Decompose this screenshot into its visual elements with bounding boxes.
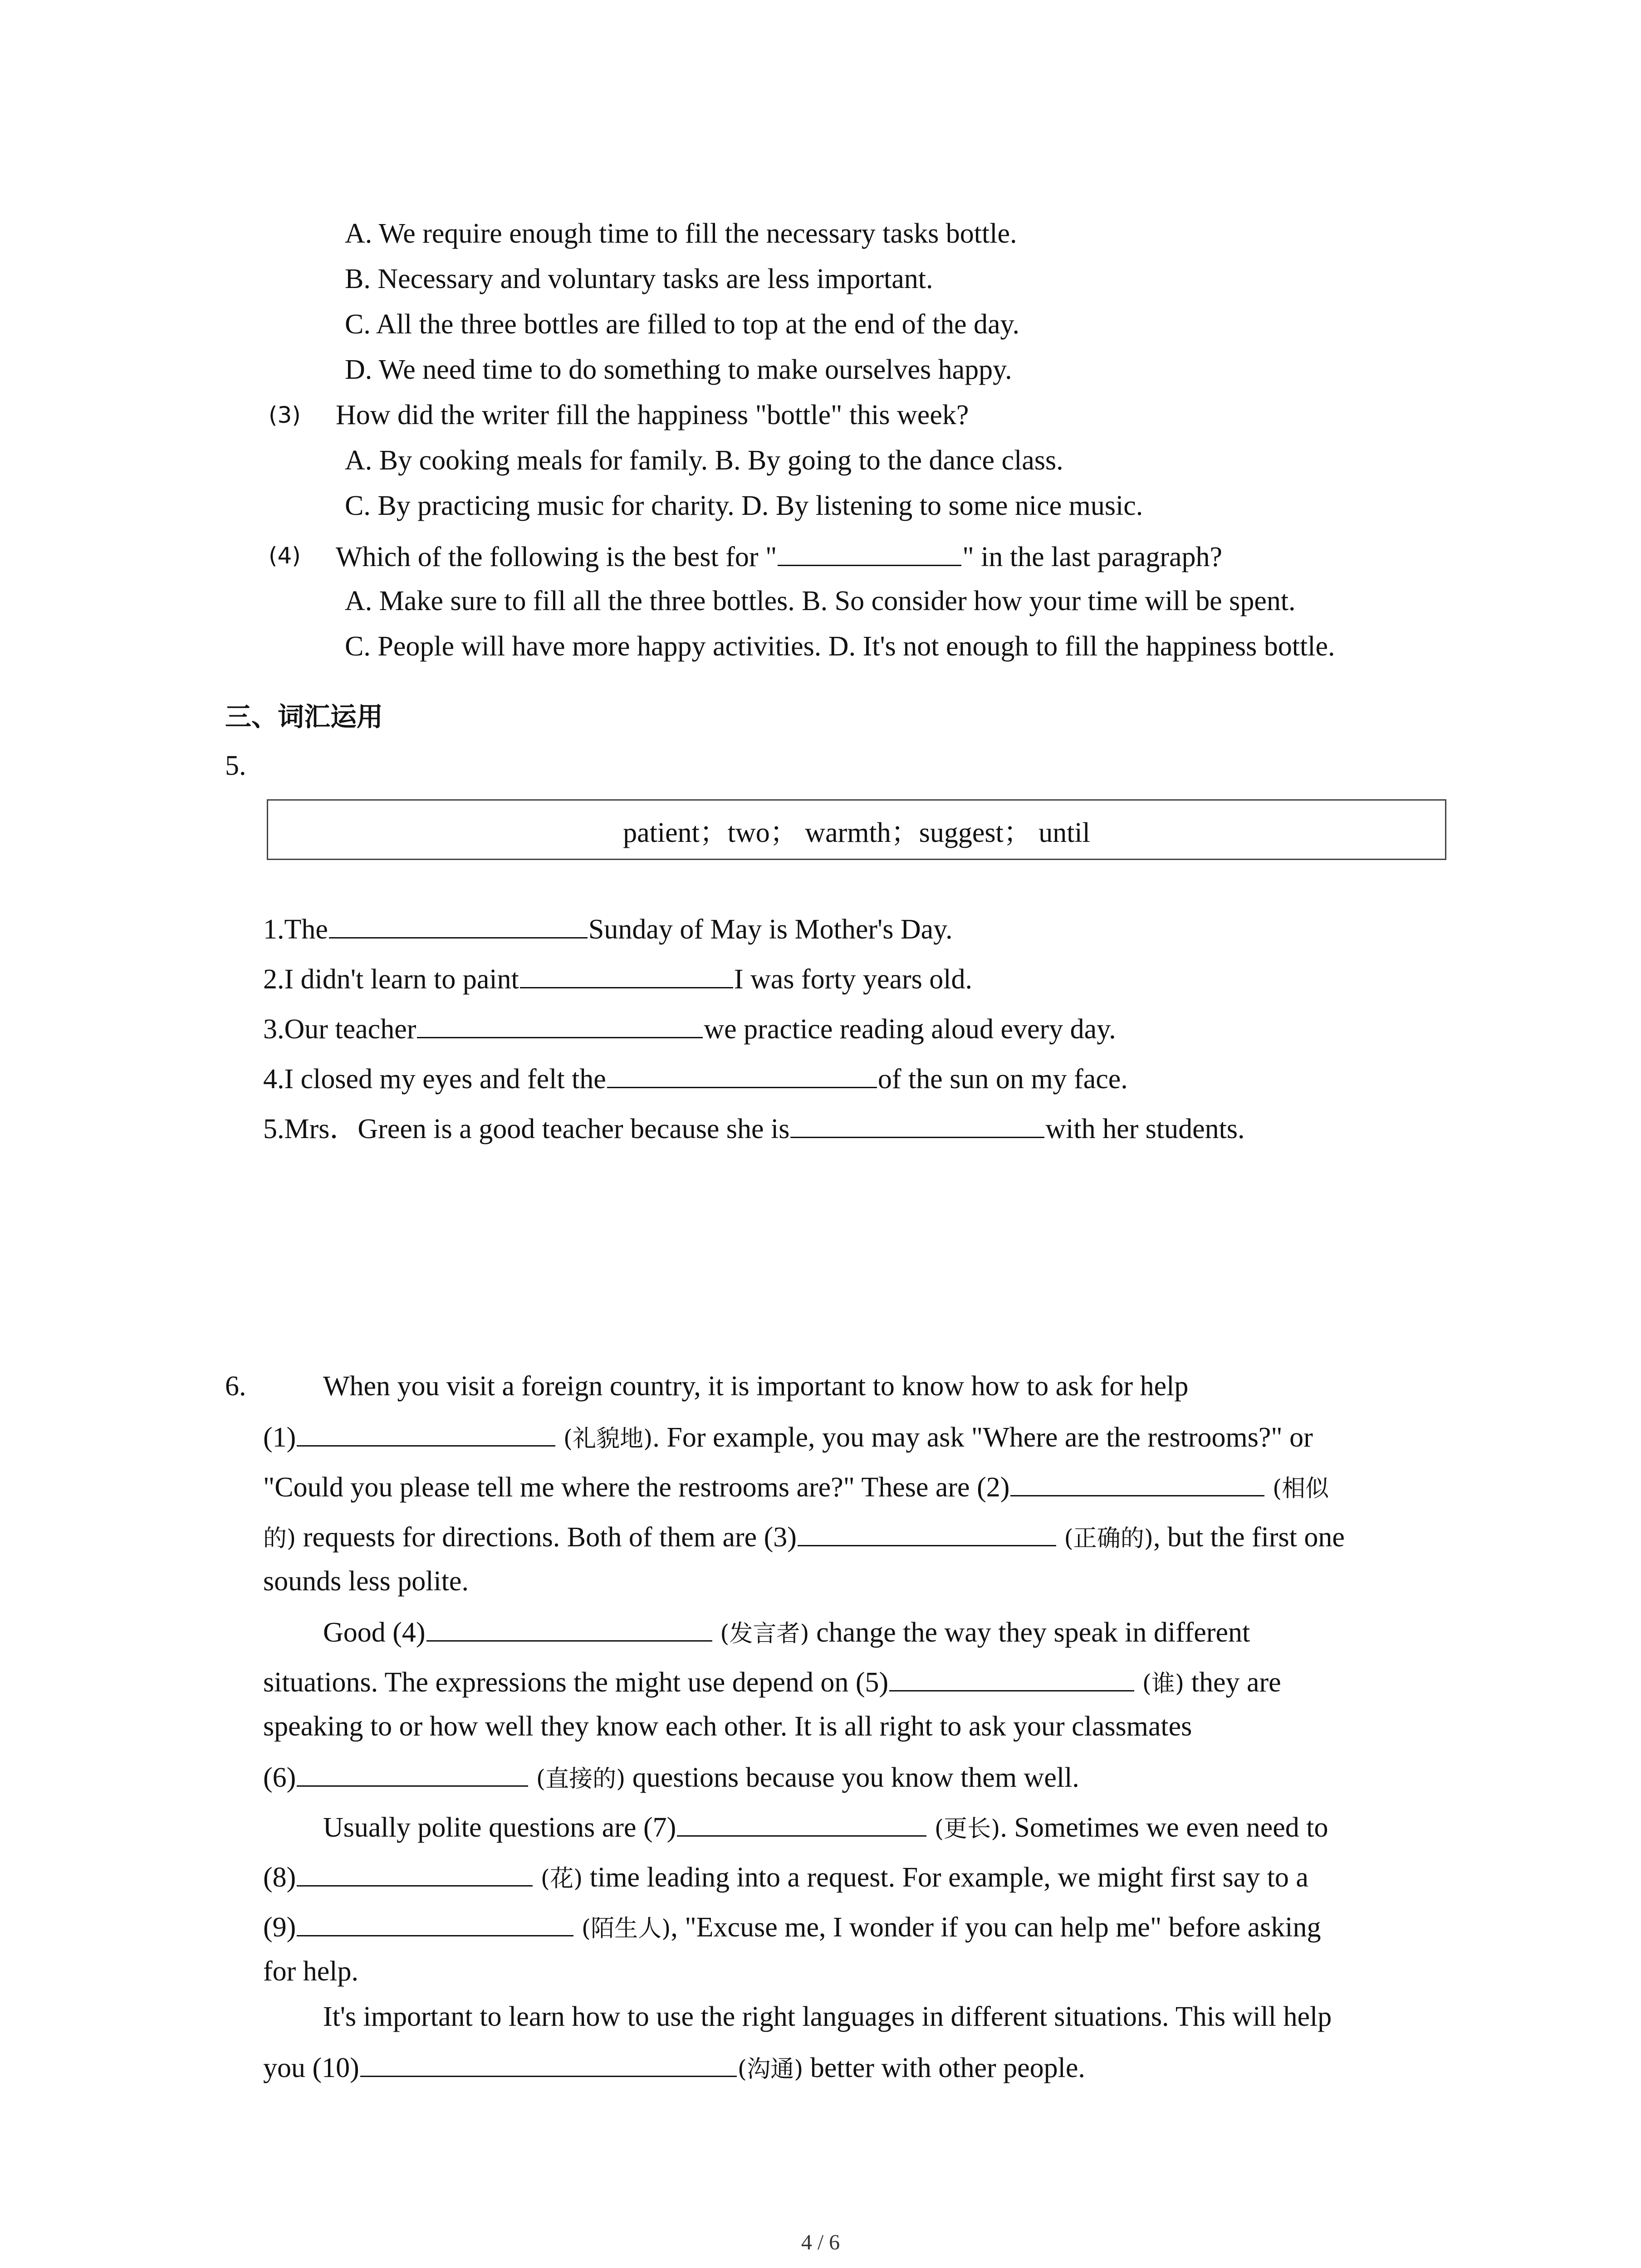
q6-blank-1[interactable] [297,1418,555,1447]
q6-line-5: sounds less polite. [263,1566,469,1597]
q6-blank-6[interactable] [297,1758,528,1787]
q6-line-15-text: you (10) [263,2053,359,2083]
q6-hint-5: (谁) [1142,1670,1185,1697]
q5-item-1-blank[interactable] [329,910,588,938]
section-title: 三、词汇运用 [225,701,383,732]
q6-line-10 [323,1808,1328,1847]
q2-option-a: A. We require enough time to fill the necessary tasks bottle. [345,218,1017,249]
q6-line-12 [263,1908,1321,1947]
q6-line-7-text: situations. The expressions the might use depend on (5) [263,1667,889,1698]
q5-item-4-pre: 4.I closed my eyes and felt the [263,1064,606,1095]
q2-option-d: D. We need time to do something to make ourselves happy. [345,354,1012,385]
q5-item-2-blank[interactable] [520,960,733,988]
q5-number: 5. [225,750,246,781]
word-bank-box [267,799,1446,860]
q6-line-6 [323,1613,1250,1652]
q6-blank-4[interactable] [426,1613,712,1642]
q6-line-7-rest: they are [1184,1667,1281,1698]
q4-number: (4) [269,543,301,569]
q6-line-11 [263,1858,1308,1897]
q6-line-1: When you visit a foreign country, it is important to know how to ask for help [323,1371,1189,1402]
q6-hint-10: (沟通) [737,2056,803,2083]
q6-line-2 [263,1418,1313,1457]
q5-item-1 [263,910,953,948]
q5-item-4-post: of the sun on my face. [877,1064,1128,1095]
q6-hint-2-end: 的) [263,1525,296,1552]
q6-number: 6. [225,1371,246,1402]
q6-blank-7[interactable] [677,1808,926,1837]
q6-line-8: speaking to or how well they know each other. It is all right to ask your classmates [263,1711,1192,1742]
word-bank-text: patient；two； warmth；suggest； until [623,817,1090,848]
q6-blank-5[interactable] [889,1663,1134,1691]
q5-item-1-pre: 1.The [263,914,328,945]
q6-line-12-rest: , "Excuse me, I wonder if you can help me" before asking [671,1912,1321,1943]
q6-blank9-num: (9) [263,1912,296,1943]
q5-item-5-blank[interactable] [790,1110,1044,1138]
q6-line-9 [263,1758,1079,1797]
q6-line-15 [263,2048,1085,2087]
q6-hint-4: (发言者) [720,1620,809,1647]
q6-line-4-rest: , but the first one [1153,1522,1345,1553]
q6-line-10-text: Usually polite questions are (7) [323,1812,676,1843]
q5-item-3 [263,1010,1116,1047]
q6-line-11-rest: time leading into a request. For example, we might first say to a [583,1862,1308,1893]
q2-option-b: B. Necessary and voluntary tasks are less important. [345,264,933,294]
page-number: 4 / 6 [801,2230,840,2254]
q2-option-c: C. All the three bottles are filled to top at the end of the day. [345,309,1020,340]
q6-blank-9[interactable] [297,1908,573,1936]
q6-blank6-num: (6) [263,1762,296,1793]
q4-blank[interactable] [778,538,961,566]
q5-item-5-pre: 5.Mrs．Green is a good teacher because she is [263,1114,790,1144]
q6-line-6-text: Good (4) [323,1617,426,1648]
q6-line-4 [263,1518,1345,1557]
q4-options-row1: A. Make sure to fill all the three bottles. B. So consider how your time will be spent. [345,586,1296,616]
q6-line-3-text: "Could you please tell me where the restrooms are?" These are (2) [263,1472,1010,1503]
q6-blank-2[interactable] [1010,1468,1264,1496]
q4-stem [336,538,1222,575]
q3-number: (3) [269,402,301,428]
q5-item-5-post: with her students. [1045,1114,1245,1144]
q6-line-13: for help. [263,1956,359,1987]
q5-item-3-pre: 3.Our teacher [263,1014,416,1045]
q6-hint-9: (陌生人) [581,1915,671,1942]
q6-blank1-num: (1) [263,1422,296,1453]
q5-item-5 [263,1110,1245,1147]
q3-stem: How did the writer fill the happiness "bottle" this week? [336,400,969,430]
q3-options-row1: A. By cooking meals for family. B. By going to the dance class. [345,445,1063,476]
q5-item-4 [263,1060,1128,1097]
q5-item-3-post: we practice reading aloud every day. [704,1014,1116,1045]
q6-line-4-text: requests for directions. Both of them are (3) [296,1522,797,1553]
q5-item-2-post: I was forty years old. [734,964,972,995]
q6-line-14: It's important to learn how to use the right languages in different situations. This will help [323,2001,1332,2032]
q6-line-7 [263,1663,1281,1702]
q6-blank-8[interactable] [297,1858,533,1887]
q6-line-9-rest: questions because you know them well. [625,1762,1079,1793]
q3-options-row2: C. By practicing music for charity. D. By listening to some nice music. [345,490,1143,521]
q6-line-15-rest: better with other people. [803,2053,1085,2083]
q4-options-row2: C. People will have more happy activities. D. It's not enough to fill the happiness bottle. [345,631,1335,662]
q6-line-6-rest: change the way they speak in different [809,1617,1250,1648]
q6-line-2-rest: . For example, you may ask "Where are the restrooms?" or [652,1422,1313,1453]
q6-line-3 [263,1468,1329,1507]
q4-stem-pre: Which of the following is the best for " [336,542,777,572]
q6-blank8-num: (8) [263,1862,296,1893]
q6-hint-3: (正确的) [1064,1525,1153,1552]
q5-item-3-blank[interactable] [417,1010,703,1038]
q6-hint-6: (直接的) [536,1765,626,1793]
q5-item-4-blank[interactable] [607,1060,877,1088]
q5-item-1-post: Sunday of May is Mother's Day. [588,914,953,945]
q6-blank-3[interactable] [798,1518,1056,1546]
q6-hint-2: (相似 [1272,1475,1329,1502]
q5-item-2-pre: 2.I didn't learn to paint [263,964,519,995]
q6-hint-8: (花) [540,1865,583,1892]
q6-blank-10[interactable] [360,2048,737,2077]
q4-stem-post: " in the last paragraph? [962,542,1223,572]
q6-hint-1: (礼貌地) [563,1425,653,1452]
q6-hint-7: (更长) [934,1815,1000,1843]
q6-line-10-rest: . Sometimes we even need to [1000,1812,1328,1843]
q5-item-2 [263,960,972,997]
